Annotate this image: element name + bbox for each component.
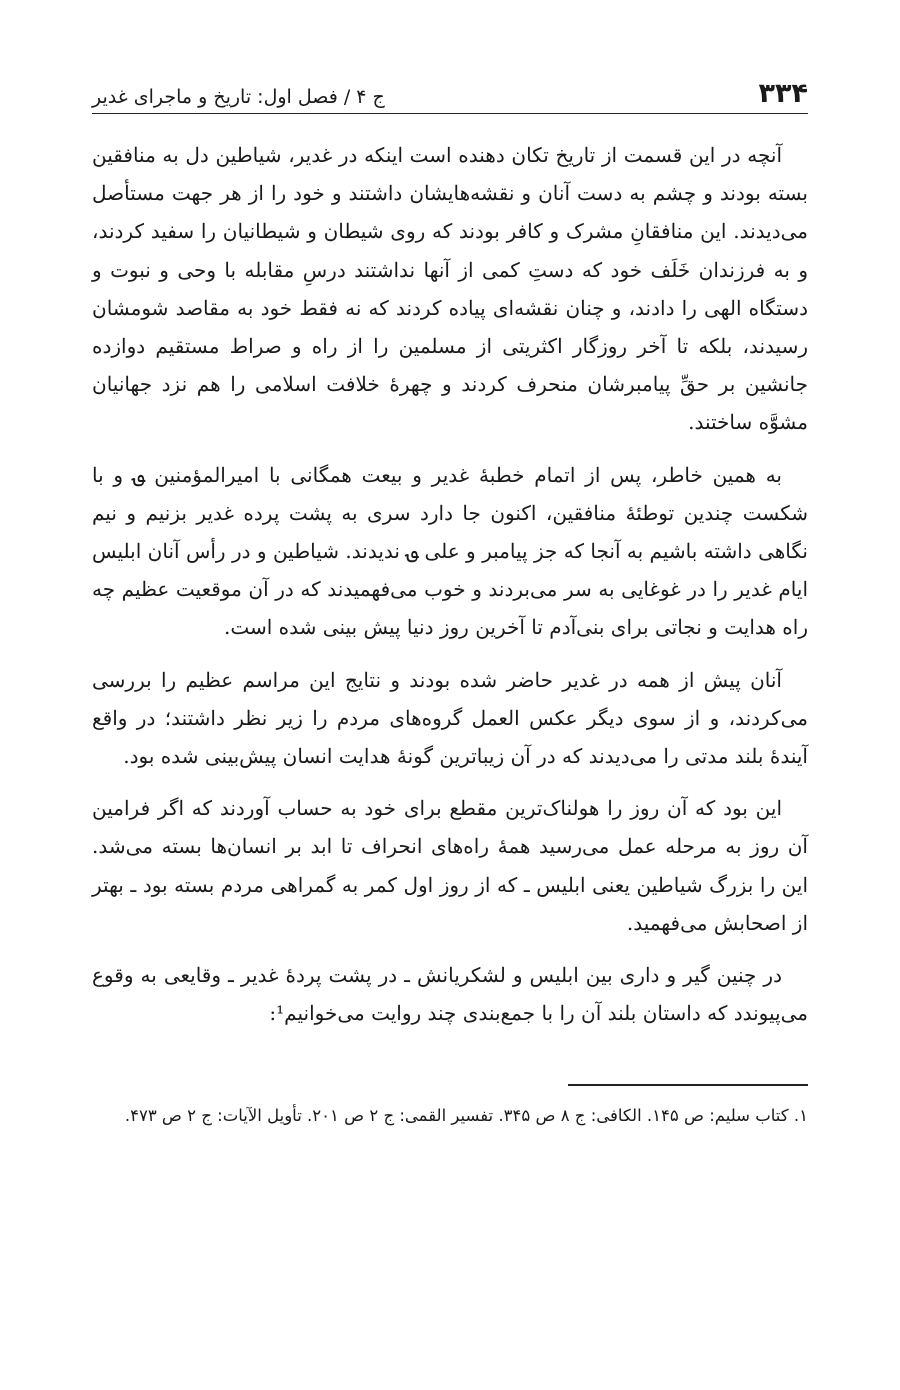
paragraph: در چنین گیر و داری بین ابلیس و لشکریانش ـ در پشت پردهٔ غدیر ـ وقایعی به وقوع می‌پیوندد که داستان بلند آن را با جمع‌بندی چند روایت می‌خوانیم¹: (92, 963, 808, 1026)
page-number: ۳۳۴ (758, 78, 808, 109)
paragraph: آنچه در این قسمت از تاریخ تکان دهنده است اینکه در غدیر، شیاطین دل به منافقین بسته بودند و چشم به دست آنان و نقشه‌هایشان داشتند و خود را از هر جهت مستأصل می‌دیدند. این منافقانِ مشرک و کافر بودند که روی شیطان و شیطانیان را سفید کردند، و به فرزندان خَلَف خود که دستِ کمی از آنها نداشتند درسِ مقابله با وحی و نبوت و دستگاه الهی را دادند، و چنان نقشه‌ای پیاده کردند که نه فقط خود به مقاصد شومشان رسیدند، بلکه تا آخر روزگار اکثریتی از مسلمین را از راه و صراط مستقیم دوازده جانشین بر حقِّ پیامبرشان منحرف کردند و چهرهٔ خلافت اسلامی را هم نزد جهانیان مشوَّه ساختند. (92, 143, 809, 435)
footnote-divider (568, 1084, 808, 1086)
book-page (92, 60, 808, 1130)
paragraph: آنان پیش از همه در غدیر حاضر شده بودند و نتایج این مراسم عظیم را بررسی می‌کردند، و از سوی دیگر عکس العمل گروه‌های مردم را زیر نظر داشتند؛ در واقع آیندهٔ بلند مدتی را می‌دیدند که در آن زیباترین گونهٔ هدایت انسان پیش‌بینی شده بود. (92, 667, 808, 769)
running-title: ج ۴ / فصل اول: تاریخ و ماجرای غدیر (92, 86, 385, 108)
body-text (92, 136, 808, 1032)
page-header (92, 60, 808, 114)
footnote: ۱. کتاب سلیم: ص ۱۴۵. الکافی: ج ۸ ص ۳۴۵. تفسیر القمی: ج ۲ ص ۲۰۱. تأویل الآیات: ج ۲ ص ۴۷۳. (124, 1106, 808, 1126)
paragraph: به همین خاطر، پس از اتمام خطبهٔ غدیر و بیعت همگانی با امیرالمؤمنین ؈ و با شکست چندین توطئهٔ منافقین، اکنون جا دارد سری به پشت پرده غدیر بزنیم و نیم نگاهی داشته باشیم به آنجا که جز پیامبر و علی ؈ ندیدند. شیاطین و در رأس آنان ابلیس ایام غدیر را در غوغایی به سر می‌بردند و خوب می‌فهمیدند که در آن موقعیت عظیم چه راه هدایت و نجاتی برای بنی‌آدم تا آخرین روز دنیا پیش بینی شده است. (92, 462, 808, 640)
paragraph: این بود که آن روز را هولناک‌ترین مقطع برای خود به حساب آوردند که اگر فرامین آن روز به مرحله عمل می‌رسید همهٔ راه‌های انحراف تا ابد بر انسان‌ها بسته می‌شد. این را بزرگ شیاطین یعنی ابلیس ـ که از روز اول کمر به گمراهی مردم بسته بود ـ بهتر از اصحابش می‌فهمید. (92, 796, 808, 935)
